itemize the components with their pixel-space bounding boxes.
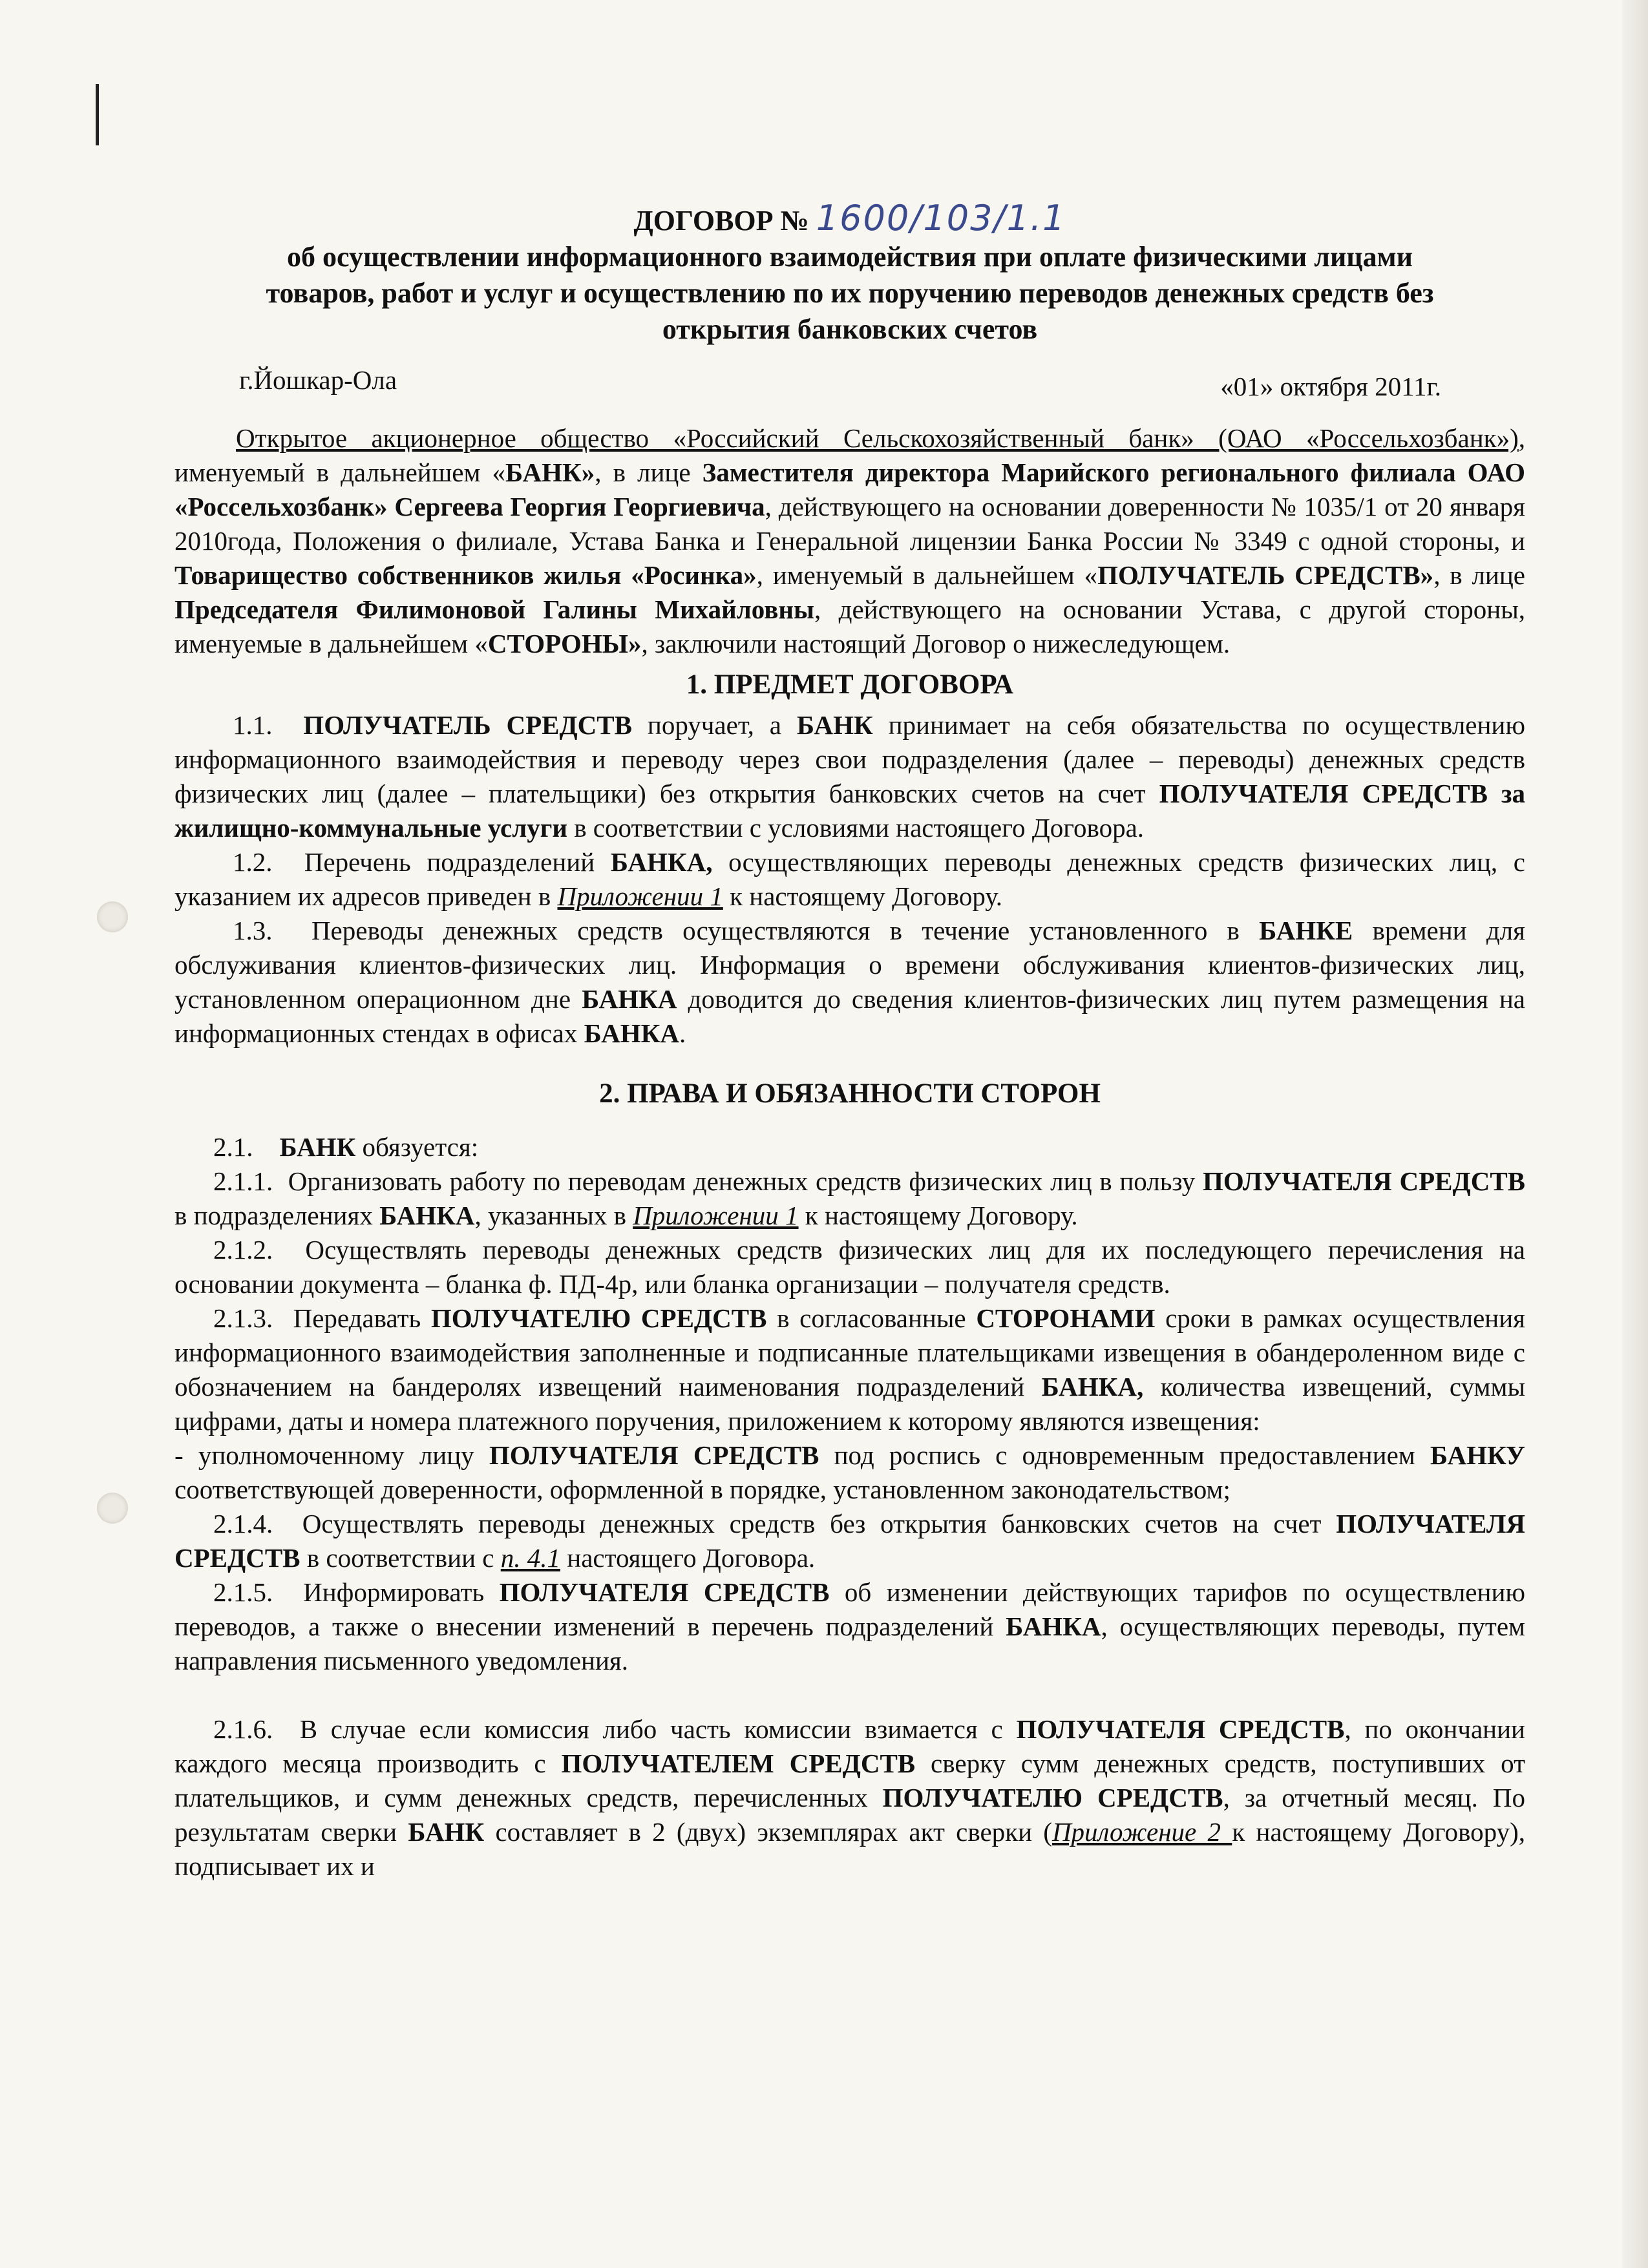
- punch-hole: [97, 901, 128, 932]
- punch-hole: [97, 1493, 128, 1524]
- contract-date: «01» октября 2011г.: [1220, 372, 1441, 401]
- clause-2-1-3-item: - уполномоченному лицу ПОЛУЧАТЕЛЯ СРЕДСТВ под роспись с одновременным предоставлением БАНКУ соответствующей доверенности, оформленной в порядке, установленном законодательством;: [174, 1440, 1525, 1504]
- place-date-row: [174, 363, 1525, 408]
- clause-1-2: 1.2. Перечень подразделений БАНКА, осуществляющих переводы денежных средств физических лиц, с указанием их адресов приведен в Приложении 1 к настоящему Договору.: [174, 847, 1525, 911]
- city: г.Йошкар-Ола: [239, 365, 397, 395]
- clause-2-1-1: 2.1.1. Организовать работу по переводам денежных средств физических лиц в пользу ПОЛУЧАТЕЛЯ СРЕДСТВ в подразделениях БАНКА, указанных в Приложении 1 к настоящему Договору.: [174, 1166, 1526, 1230]
- section-2-title: 2. ПРАВА И ОБЯЗАННОСТИ СТОРОН: [599, 1078, 1101, 1109]
- clause-2-1-3: 2.1.3. Передавать ПОЛУЧАТЕЛЮ СРЕДСТВ в согласованные СТОРОНАМИ сроки в рамках осуществления информационного взаимодействия заполненные и подписанные плательщиками извещения в обандероленном виде с обозначением на бандеролях извещений наименования подразделений БАНКА, количества извещений, суммы цифрами, даты и номера платежного поручения, приложением к которому являются извещения:: [174, 1303, 1526, 1436]
- clause-1-1: 1.1. ПОЛУЧАТЕЛЬ СРЕДСТВ поручает, а БАНК принимает на себя обязательства по осуществлению информационного взаимодействия и переводу через свои подразделения (далее – переводы) денежных средств физических лиц (далее – плательщики) без открытия банковских счетов на счет ПОЛУЧАТЕЛЯ СРЕДСТВ за жилищно-коммунальные услуги в соответствии с условиями настоящего Договора.: [174, 710, 1525, 843]
- subtitle-line: об осуществлении информационного взаимодействия при оплате физическими лицами: [287, 241, 1413, 273]
- paper-edge: [1622, 0, 1648, 2268]
- document-body: [174, 181, 1525, 1884]
- contract-subtitle: [174, 239, 1525, 348]
- contract-number-handwritten: 1600/103/1.1: [816, 198, 1066, 238]
- clause-1-3: 1.3. Переводы денежных средств осуществляются в течение установленного в БАНКЕ времени для обслуживания клиентов-физических лиц. Информация о времени обслуживания клиентов-физических лиц, установленном операционном дне БАНКА доводится до сведения клиентов-физических лиц путем размещения на информационных стендах в офисах БАНКА.: [174, 916, 1526, 1048]
- clause-2-1-6: 2.1.6. В случае если комиссия либо часть комиссии взимается с ПОЛУЧАТЕЛЯ СРЕДСТВ, по окончании каждого месяца производить с ПОЛУЧАТЕЛЕМ СРЕДСТВ сверку сумм денежных средств, поступивших от плательщиков, и сумм денежных средств, перечисленных ПОЛУЧАТЕЛЮ СРЕДСТВ, за отчетный месяц. По результатам сверки БАНК составляет в 2 (двух) экземплярах акт сверки (Приложение 2 к настоящему Договору), подписывает их и: [174, 1714, 1526, 1881]
- section-1-title: 1. ПРЕДМЕТ ДОГОВОРА: [686, 669, 1014, 700]
- subtitle-line: открытия банковских счетов: [662, 313, 1038, 345]
- contract-title: [174, 200, 1525, 239]
- clause-2-1-4: 2.1.4. Осуществлять переводы денежных средств без открытия банковских счетов на счет ПОЛУЧАТЕЛЯ СРЕДСТВ в соответствии с п. 4.1 настоящего Договора.: [174, 1509, 1526, 1573]
- preamble-paragraph: Открытое акционерное общество «Российский Сельскохозяйственный банк» (ОАО «Россельхозбанк»), именуемый в дальнейшем «БАНК», в лице Заместителя директора Марийского регионального филиала ОАО «Россельхозбанк» Сергеева Георгия Георгиевича, действующего на основании доверенности № 1035/1 от 20 января 2010года, Положения о филиале, Устава Банка и Генеральной лицензии Банка России № 3349 с одной стороны, и Товарищество собственников жилья «Росинка», именуемый в дальнейшем «ПОЛУЧАТЕЛЬ СРЕДСТВ», в лице Председателя Филимоновой Галины Михайловны, действующего на основании Устава, с другой стороны, именуемые в дальнейшем «СТОРОНЫ», заключили настоящий Договор о нижеследующем.: [174, 423, 1525, 658]
- clause-2-1-2: 2.1.2. Осуществлять переводы денежных средств физических лиц для их последующего перечисления на основании документа – бланка ф. ПД-4р, или бланка организации – получателя средств.: [174, 1235, 1526, 1299]
- contract-title-prefix: ДОГОВОР №: [633, 205, 809, 236]
- subtitle-line: товаров, работ и услуг и осуществлению по их поручению переводов денежных средств без: [266, 277, 1434, 309]
- clause-2-1-5: 2.1.5. Информировать ПОЛУЧАТЕЛЯ СРЕДСТВ об изменении действующих тарифов по осуществлению переводов, а также о внесении изменений в перечень подразделений БАНКА, осуществляющих переводы, путем направления письменного уведомления.: [174, 1577, 1526, 1675]
- clause-2-1: 2.1. БАНК обязуется:: [213, 1132, 479, 1162]
- margin-mark: [96, 84, 99, 145]
